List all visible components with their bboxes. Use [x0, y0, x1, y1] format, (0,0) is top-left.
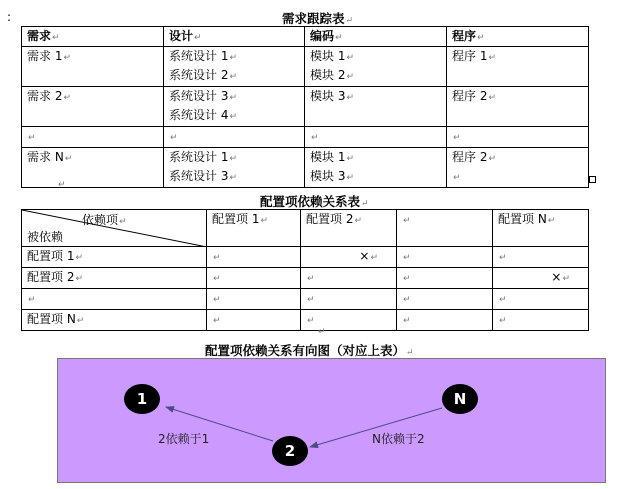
- table-row: [22, 148, 589, 188]
- table-row: [22, 87, 589, 127]
- table-row: [22, 310, 589, 331]
- dep-row-label: 配置项 N↵: [22, 310, 207, 331]
- dep-cell: ↵: [301, 268, 397, 289]
- dep-cell: ↵: [493, 310, 589, 331]
- dep-cell: ↵: [493, 289, 589, 310]
- dep-row-label: 配置项 2↵: [22, 268, 207, 289]
- table-resize-handle[interactable]: [589, 176, 596, 183]
- table-row: [22, 289, 589, 310]
- header-program: 程序↵: [447, 27, 589, 47]
- dep-cell: ↵: [207, 268, 301, 289]
- dep-column-header: 配置项 N↵: [493, 210, 589, 247]
- dep-cell: ↵: [207, 289, 301, 310]
- paragraph-mark: ↵: [318, 327, 326, 337]
- dep-column-header: 配置项 1↵: [207, 210, 301, 247]
- cell-program: 程序 2↵: [447, 87, 589, 127]
- cell-requirement: 需求 2↵: [22, 87, 164, 127]
- dep-cell: ×↵: [493, 268, 589, 289]
- cell-design: 系统设计 1↵ 系统设计 2↵: [164, 47, 305, 87]
- table-row: [22, 247, 589, 268]
- dependency-graph: [57, 358, 606, 483]
- margin-mark: :: [7, 10, 12, 24]
- cell-requirement: 需求 N↵: [22, 148, 164, 188]
- cell-design: 系统设计 3↵ 系统设计 4↵: [164, 87, 305, 127]
- cell-program: ↵: [447, 127, 589, 148]
- table-row: [22, 268, 589, 289]
- cell-requirement: 需求 1↵: [22, 47, 164, 87]
- trace-table-title: 需求跟踪表↵: [282, 11, 354, 26]
- table-row: [22, 127, 589, 148]
- graph-title: 配置项依赖关系有向图（对应上表）↵: [205, 343, 414, 358]
- node-label: 1: [136, 390, 148, 408]
- dep-cell: ↵: [207, 247, 301, 268]
- edge-label: 2依赖于1: [158, 432, 210, 446]
- dep-cell: ↵: [397, 268, 493, 289]
- graph-edges: [58, 359, 605, 482]
- dep-column-header: 配置项 2↵: [301, 210, 397, 247]
- table-row: [22, 47, 589, 87]
- dep-column-header: ↵: [397, 210, 493, 247]
- dep-cell: ↵: [397, 289, 493, 310]
- paragraph-mark: ↵: [58, 180, 66, 190]
- dep-cell: ×↵: [301, 247, 397, 268]
- dependency-table: [21, 209, 589, 331]
- dep-cell: ↵: [207, 310, 301, 331]
- trace-header-row: [22, 27, 589, 47]
- dep-cell: ↵: [301, 310, 397, 331]
- cell-code: 模块 3↵: [305, 87, 447, 127]
- dep-table-title: 配置项依赖关系表↵: [260, 194, 369, 209]
- trace-table: [21, 26, 589, 188]
- corner-bottom-label: 被依赖: [27, 230, 64, 244]
- cell-design: ↵: [164, 127, 305, 148]
- corner-cell: [22, 210, 207, 247]
- cell-requirement: ↵: [22, 127, 164, 148]
- dep-cell: ↵: [301, 289, 397, 310]
- cell-code: 模块 1↵ 模块 2↵: [305, 47, 447, 87]
- cell-program: 程序 1↵: [447, 47, 589, 87]
- dep-cell: ↵: [397, 247, 493, 268]
- edge-label: N依赖于2: [372, 432, 425, 446]
- dep-cell: ↵: [493, 247, 589, 268]
- dep-row-label: 配置项 1↵: [22, 247, 207, 268]
- header-design: 设计↵: [164, 27, 305, 47]
- dep-header-row: [22, 210, 589, 247]
- cell-code: ↵: [305, 127, 447, 148]
- header-coding: 编码↵: [305, 27, 447, 47]
- node-label: N: [453, 390, 467, 408]
- node-label: 2: [284, 442, 296, 460]
- dep-row-label: ↵: [22, 289, 207, 310]
- header-requirement: 需求↵: [22, 27, 164, 47]
- cell-code: 模块 1↵ 模块 3↵: [305, 148, 447, 188]
- dep-cell: ↵: [397, 310, 493, 331]
- corner-top-label: 依赖项↵: [82, 213, 127, 227]
- cell-design: 系统设计 1↵ 系统设计 3↵: [164, 148, 305, 188]
- cell-program: 程序 2↵ ↵: [447, 148, 589, 188]
